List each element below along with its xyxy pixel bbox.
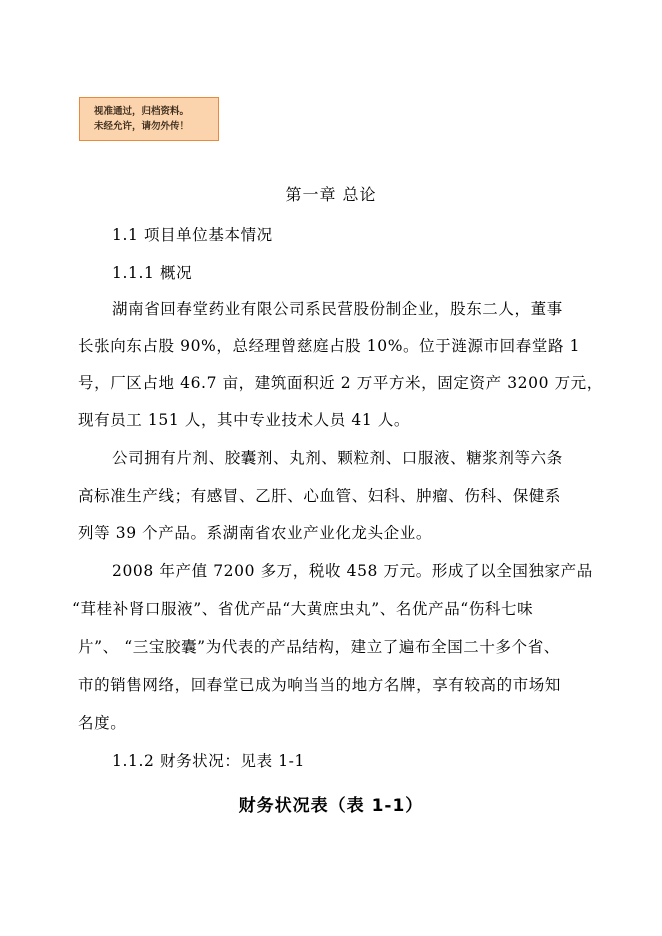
- para1-line: 湖南省回春堂药业有限公司系民营股份制企业，股东二人，董事: [112, 300, 563, 318]
- confidential-stamp: [79, 97, 219, 141]
- section-heading-1-1-2: 1.1.2 财务状况：见表 1-1: [112, 752, 305, 770]
- para2-line: 公司拥有片剂、胶囊剂、丸剂、颗粒剂、口服液、糖浆剂等六条: [112, 449, 563, 467]
- para3-line: “茸桂补肾口服液”、省优产品“大黄庶虫丸”、名优产品“伤科七味: [72, 600, 534, 618]
- para1-line: 现有员工 151 人，其中专业技术人员 41 人。: [78, 411, 411, 429]
- table-title: 财务状况表（表 1-1）: [238, 796, 424, 816]
- chapter-title: 第一章 总论: [285, 185, 377, 204]
- stamp-line-2: 未经允许，请勿外传！: [94, 121, 190, 132]
- para3-line: 2008 年产值 7200 多万，税收 458 万元。形成了以全国独家产品: [112, 562, 593, 580]
- para2-line: 高标准生产线；有感冒、乙肝、心血管、妇科、肿瘤、伤科、保健系: [78, 487, 562, 505]
- stamp-line-1: 视准通过，归档资料。: [94, 106, 190, 117]
- para1-line: 长张向东占股 90%，总经理曾慈庭占股 10%。位于涟源市回春堂路 1: [78, 337, 581, 355]
- para3-line: 市的销售网络，回春堂已成为响当当的地方名牌，享有较高的市场知: [78, 676, 562, 694]
- section-heading-1-1: 1.1 项目单位基本情况: [112, 226, 273, 244]
- para1-line: 号，厂区占地 46.7 亩，建筑面积近 2 万平方米，固定资产 3200 万元，: [78, 374, 603, 392]
- section-heading-1-1-1: 1.1.1 概况: [112, 264, 193, 282]
- para2-line: 列等 39 个产品。系湖南省农业产业化龙头企业。: [78, 524, 432, 542]
- para3-line: 名度。: [78, 714, 127, 732]
- para3-line: 片”、 “三宝胶囊”为代表的产品结构，建立了遍布全国二十多个省、: [78, 638, 560, 656]
